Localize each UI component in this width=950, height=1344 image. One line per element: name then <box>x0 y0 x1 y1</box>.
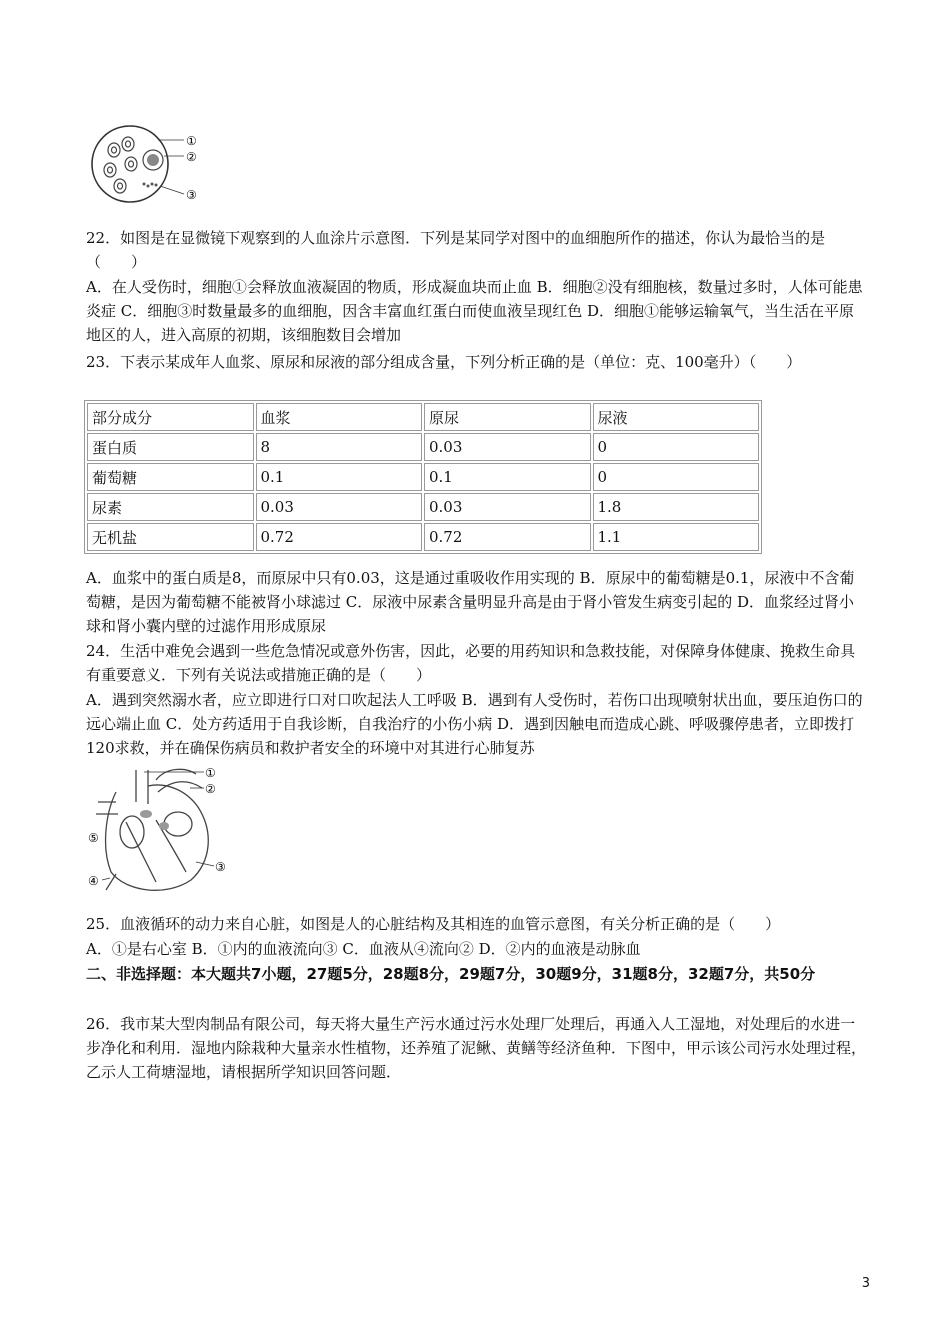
table-row <box>87 433 759 461</box>
table-cell: 0.03 <box>424 433 591 461</box>
table-row <box>87 463 759 491</box>
table-cell: 8 <box>256 433 423 461</box>
table-cell: 1.1 <box>593 523 760 551</box>
table-cell: 1.8 <box>593 493 760 521</box>
fig2-label: ② <box>205 782 216 796</box>
table-cell: 0.72 <box>256 523 423 551</box>
table-cell: 无机盐 <box>87 523 254 551</box>
table-cell: 尿素 <box>87 493 254 521</box>
fig2-label: ① <box>205 766 216 780</box>
page-number: 3 <box>861 1276 870 1291</box>
table-cell: 0.72 <box>424 523 591 551</box>
q23-stem: 23．下表示某成年人血浆、原尿和尿液的部分组成含量，下列分析正确的是（单位：克、100毫升）（ ） <box>86 353 802 371</box>
fig1-label: ① <box>186 134 197 148</box>
table-row <box>87 493 759 521</box>
q26-stem: 26．我市某大型肉制品有限公司，每天将大量生产污水通过污水处理厂处理后，再通入人工湿地，对处理后的水进一步净化和利用．湿地内除栽种大量亲水性植物，还养殖了泥鳅、黄鳝等经济鱼种．下图中，甲示该公司污水处理过程，乙示人工荷塘湿地，请根据所学知识回答问题． <box>86 1015 867 1081</box>
table-header-cell: 部分成分 <box>87 403 254 431</box>
q22-options: A．在人受伤时，细胞①会释放血液凝固的物质，形成凝血块而止血 B．细胞②没有细胞核，数量过多时，人体可能患炎症 C．细胞③时数量最多的血细胞，因含丰富血红蛋白而使血液呈现红色 D．细胞①能够运输氧气，当生活在平原地区的人，进入高原的初期，该细胞数目会增加 <box>86 278 863 344</box>
q25-options: A．①是右心室 B．①内的血液流向③ C．血液从④流向② D．②内的血液是动脉血 <box>86 940 641 958</box>
table-row <box>87 523 759 551</box>
fig2-label: ⑤ <box>88 831 99 845</box>
table-cell: 葡萄糖 <box>87 463 254 491</box>
heart-figure <box>86 762 236 902</box>
fig2-label: ④ <box>88 874 99 888</box>
q24-stem: 24．生活中难免会遇到一些危急情况或意外伤害，因此，必要的用药知识和急救技能，对保障身体健康、挽救生命具有重要意义．下列有关说法或措施正确的是（ ） <box>86 642 856 684</box>
q24-options: A．遇到突然溺水者，应立即进行口对口吹起法人工呼吸 B．遇到有人受伤时，若伤口出现喷射状出血，要压迫伤口的远心端止血 C．处方药适用于自我诊断，自我治疗的小伤小病 D．遇到因触电而造成心跳、呼吸骤停患者，立即拨打120求救，并在确保伤病员和救护者安全的环境中对其进行心肺复苏 <box>86 691 863 757</box>
table-cell: 0.03 <box>256 493 423 521</box>
fig1-label: ③ <box>186 188 197 202</box>
q22-stem: 22．如图是在显微镜下观察到的人血涂片示意图．下列是某同学对图中的血细胞所作的描述，你认为最恰当的是（ ） <box>86 229 826 271</box>
table-cell: 0.03 <box>424 493 591 521</box>
blood-smear-figure <box>86 124 216 206</box>
table-header-cell: 原尿 <box>424 403 591 431</box>
table-cell: 0 <box>593 463 760 491</box>
table-cell: 0.1 <box>256 463 423 491</box>
q25-stem: 25．血液循环的动力来自心脏，如图是人的心脏结构及其相连的血管示意图，有关分析正确的是（ ） <box>86 915 781 933</box>
q23-options: A．血浆中的蛋白质是8，而原尿中只有0.03，这是通过重吸收作用实现的 B．原尿中的葡萄糖是0.1，尿液中不含葡萄糖，是因为葡萄糖不能被肾小球滤过 C．尿液中尿素含量明显升高是由于肾小管发生病变引起的 D．血浆经过肾小球和肾小囊内壁的过滤作用形成原尿 <box>86 569 855 635</box>
table-cell: 0.1 <box>424 463 591 491</box>
q23-table <box>84 400 762 554</box>
table-header-cell: 血浆 <box>256 403 423 431</box>
section-title: 二、非选择题：本大题共7小题，27题5分，28题8分，29题7分，30题9分，31题8分，32题7分，共50分 <box>86 965 816 983</box>
table-cell: 蛋白质 <box>87 433 254 461</box>
fig1-label: ② <box>186 150 197 164</box>
table-header-row <box>87 403 759 431</box>
fig2-label: ③ <box>215 860 226 874</box>
table-header-cell: 尿液 <box>593 403 760 431</box>
table-cell: 0 <box>593 433 760 461</box>
